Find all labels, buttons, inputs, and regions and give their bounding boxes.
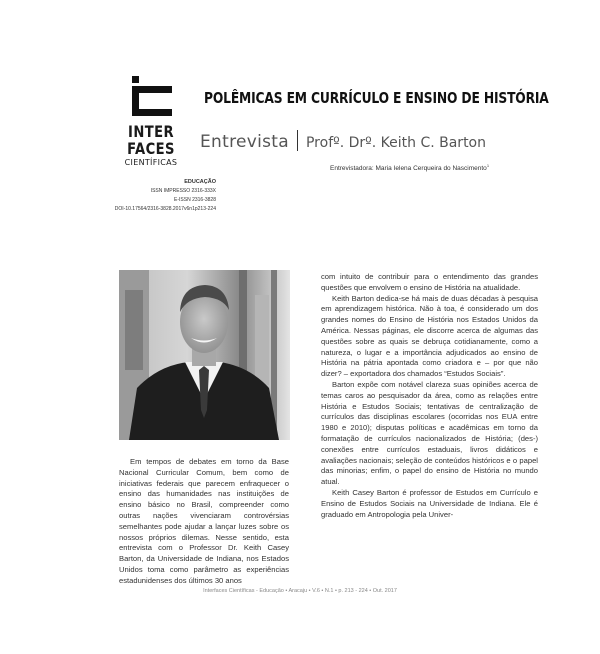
paragraph-right-2: Keith Barton dedica-se há mais de duas décadas à pesquisa em aprendizagem histórica. Não à toa, é considerado um dos grandes nomes do Ensino de História nos Estados Unidos da América. Nessas páginas, ele discorre acerca de algumas das questões sobre as quais se debruça cotidianamente, como a natureza, o lugar e a importância adjudicados ao ensino de História na pátria apontada como criadora e – por que não dizer? – exportadora dos chamados “Estudos Sociais”. (321, 293, 538, 379)
doi: DOI-10.17564/2316-3828.2017v6n1p213-224 (114, 206, 216, 212)
article-subtitle (200, 130, 486, 152)
portrait-photo (119, 270, 290, 440)
subtitle-divider (297, 130, 298, 151)
logo-line-inter: INTER (128, 122, 174, 141)
body-column-left (119, 457, 289, 587)
journal-logo-text (118, 124, 184, 167)
interviewer-footnote-mark: 1 (486, 163, 490, 168)
paragraph-right-3: Barton expõe com notável clareza suas opiniões acerca de temas caros ao pesquisador da área, como as relações entre História e Estudos Sociais; tentativas de centralização de currículos das disciplinas escolares (ocorridas nos EUA entre 1980 e 2010); disputas políticas e acadêmicas em torno da formatação de currículos nacionalizados de História; (des-) conexões entre currículos estaduais, livros didáticos e avaliações nacionais; seleção de conteúdos históricos e o papel das minorias; enfim, o papel do ensino de História no mundo atual. (321, 379, 538, 487)
subtitle-interviewee: Profº. Drº. Keith C. Barton (305, 135, 486, 151)
journal-logo-icon (132, 76, 172, 116)
journal-meta (92, 178, 216, 214)
journal-section: EDUCAÇÃO (184, 179, 216, 185)
interviewer-text: Entrevistadora: Maria Ielena Cerqueira do Nascimento (330, 165, 487, 173)
paragraph-left-1: Em tempos de debates em torno da Base Nacional Curricular Comum, bem como de iniciativas federais que parecem enfraquecer o ensino das humanidades nas instituições de ensino básico no Brasil, compreender como outras nações vivenciaram controvérsias semelhantes pode ajudar a lançar luzes sobre os nossos próprios dilemas. Nesse sentido, esta entrevista com o Professor Dr. Keith Casey Barton, da Universidade de Indiana, nos Estados Unidos toma como parâmetro as experiências estadunidenses dos últimos 30 anos (119, 457, 289, 585)
article-title: POLÊMICAS EM CURRÍCULO E ENSINO DE HISTÓRIA (204, 89, 549, 107)
issn-print: ISSN IMPRESSO 2316-333X (150, 188, 216, 194)
logo-line-faces: FACES (127, 139, 175, 158)
paragraph-right-1: com intuito de contribuir para o entendimento das grandes questões que envolvem o ensino de História na atualidade. (321, 272, 538, 292)
page-footer: Interfaces Científicas - Educação • Aracaju • V.6 • N.1 • p. 213 - 224 • Out. 2017 (203, 588, 397, 594)
body-column-right (321, 272, 538, 520)
issn-online: E-ISSN 2316-3828 (174, 197, 216, 203)
paragraph-right-4: Keith Casey Barton é professor de Estudos em Currículo e Ensino de Estudos Sociais na Universidade de Indiana. Ele é graduado em Antropologia pela Univer- (321, 487, 538, 519)
interviewer-credit (330, 163, 489, 172)
subtitle-label: Entrevista (200, 132, 289, 152)
logo-line-cientificas: CIENTÍFICAS (124, 158, 178, 167)
